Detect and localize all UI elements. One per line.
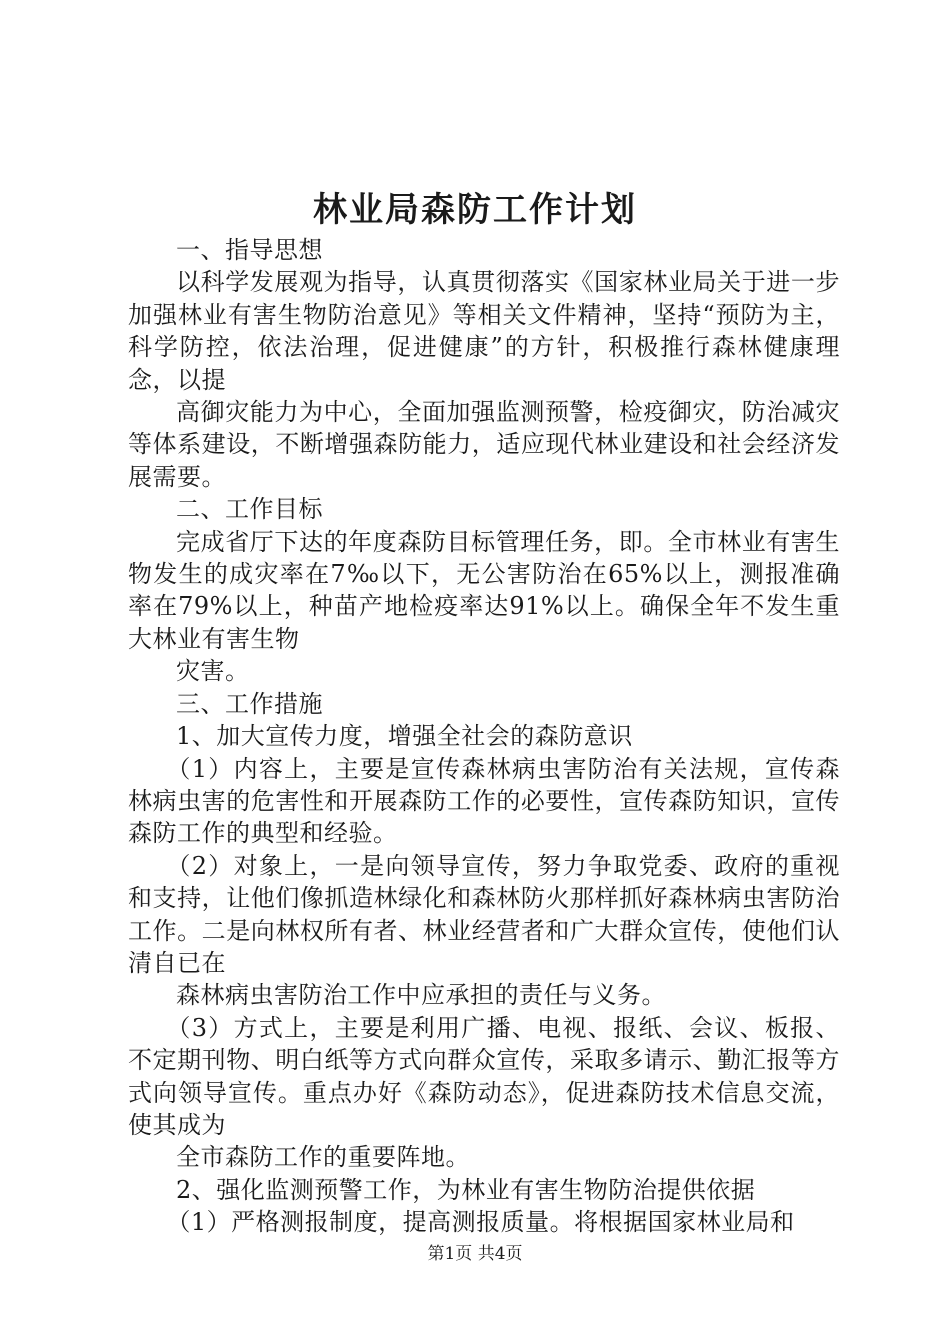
document-title: 林业局森防工作计划	[313, 190, 637, 230]
section-heading: 一、指导思想	[176, 236, 323, 264]
paragraph: （1）严格测报制度，提高测报质量。将根据国家林业局和	[166, 1208, 795, 1237]
paragraph: 完成省厅下达的年度森防目标管理任务，即。全市林业有害生物发生的成灾率在7‰以下，无公害防治在65%以上，测报准确率在79%以上，种苗产地检疫率达91%以上。确保全年不发生重大林业有害生物	[128, 527, 840, 653]
document-body	[128, 234, 840, 1239]
paragraph: 森林病虫害防治工作中应承担的责任与义务。	[176, 981, 666, 1010]
paragraph: 高御灾能力为中心，全面加强监测预警，检疫御灾，防治减灾等体系建设，不断增强森防能力，适应现代林业建设和社会经济发展需要。	[128, 398, 840, 491]
paragraph: （1）内容上，主要是宣传森林病虫害防治有关法规，宣传森林病虫害的危害性和开展森防工作的必要性，宣传森防知识，宣传森防工作的典型和经验。	[128, 754, 840, 848]
subsection-heading: 2、强化监测预警工作，为林业有害生物防治提供依据	[176, 1175, 756, 1204]
section-heading: 二、工作目标	[176, 495, 323, 524]
paragraph: 全市森防工作的重要阵地。	[176, 1143, 470, 1172]
paragraph: 灾害。	[176, 657, 250, 686]
paragraph: 以科学发展观为指导，认真贯彻落实《国家林业局关于进一步加强林业有害生物防治意见》等相关文件精神，坚持“预防为主，科学防控，依法治理，促进健康”的方针，积极推行森林健康理念，以提	[128, 268, 840, 394]
section-heading: 三、工作措施	[176, 689, 323, 718]
paragraph: （2）对象上，一是向领导宣传，努力争取党委、政府的重视和支持，让他们像抓造林绿化和森林防火那样抓好森林病虫害防治工作。二是向林权所有者、林业经营者和广大群众宣传，使他们认清自已在	[128, 851, 840, 977]
paragraph: （3）方式上，主要是利用广播、电视、报纸、会议、板报、不定期刊物、明白纸等方式向群众宣传，采取多请示、勤汇报等方式向领导宣传。重点办好《森防动态》，促进森防技术信息交流，使其成为	[128, 1013, 840, 1139]
page-footer: 第1页 共4页	[427, 1244, 523, 1264]
subsection-heading: 1、加大宣传力度，增强全社会的森防意识	[176, 722, 633, 751]
